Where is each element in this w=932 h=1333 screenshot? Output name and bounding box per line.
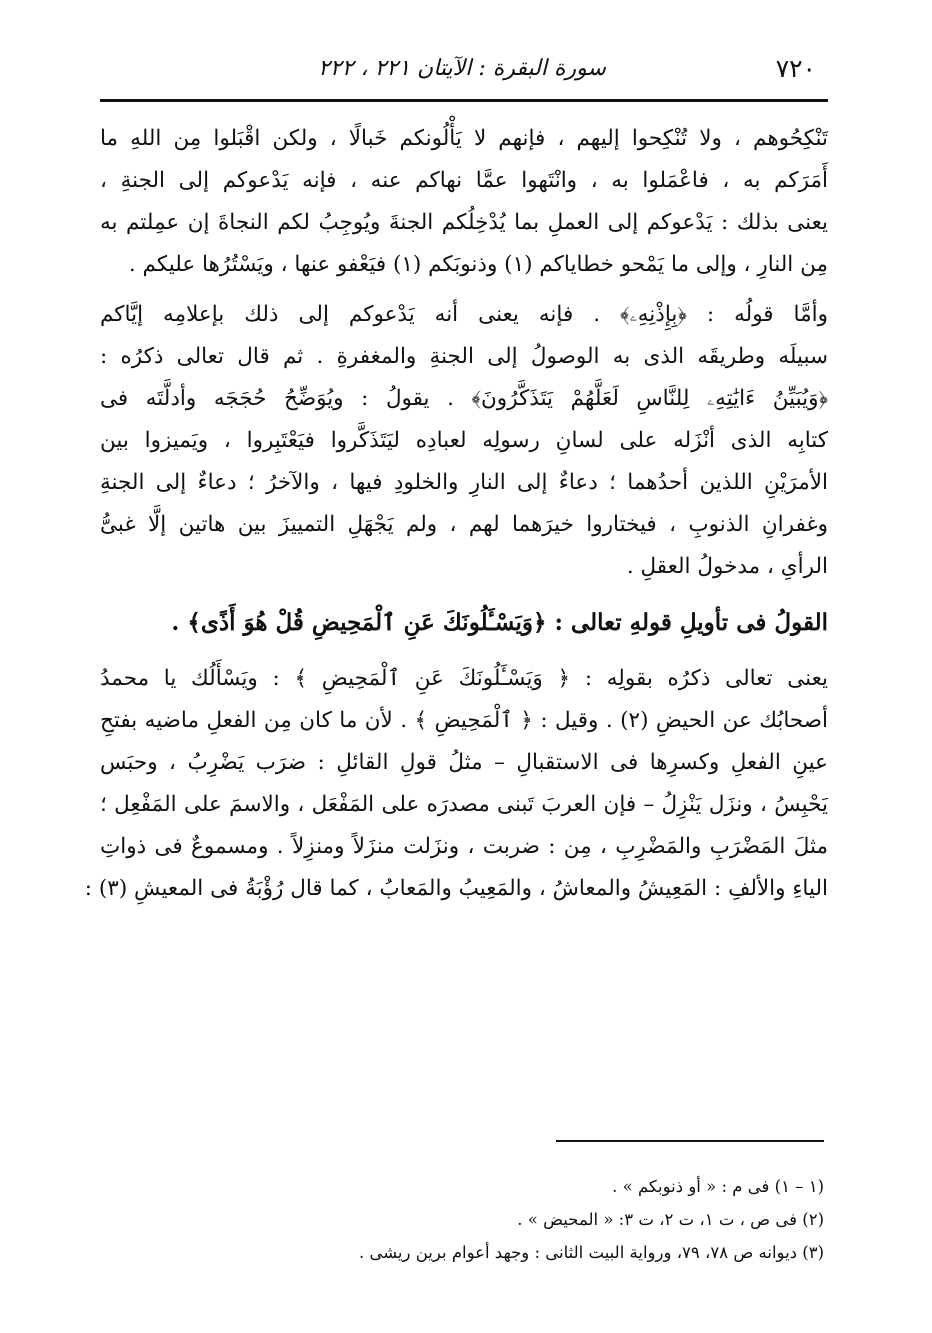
footnote: (١ – ١) فى م : « أو ذنوبكم » . (612, 1177, 824, 1196)
page-number: ٧٢٠ (775, 54, 816, 83)
text-line: يعنى بذلك : يَدْعوكم إلى العملِ بما يُدْخِلُكم الجنةَ ويُوجِبُ لكم النجاةَ إن عمِلتم به (100, 210, 828, 235)
paragraph (100, 294, 828, 588)
text-line: أَمَرَكم به ، فاعْمَلوا به ، وانْتَهوا عمَّا نهاكم عنه ، فإنه يَدْعوكم إلى الجنةِ ، (100, 168, 828, 193)
text-line: عينِ الفعلِ وكسرِها فى الاستقبالِ – مثلُ قولِ القائلِ : ضرَب يَضْرِبُ ، وحبَس (100, 750, 828, 775)
text-line: الياءِ والألفِ : المَعِيشُ والمعاشُ ، والمَعِيبُ والمَعابُ ، كما قال رُؤْبَةُ فى المعيشِ (٣) : (84, 876, 828, 901)
footnote: (٣) ديوانه ص ٧٨، ٧٩، ورواية البيت الثانى : وجهد أعوام برين ريشى . (358, 1243, 824, 1262)
text-line: الرأىِ ، مدخولُ العقلِ . (626, 554, 828, 579)
running-title: سورة البقرة : الآيتان ٢٢١ ، ٢٢٢ (318, 56, 606, 81)
text-line: تَنْكِحُوهم ، ولا تُنْكِحوا إليهم ، فإنهم لا يَأْلُونكم خَبالًا ، ولكن اقْبَلوا مِن اللهِ ما (100, 126, 828, 151)
text-line: وغفرانِ الذنوبِ ، فيختاروا خيرَهما لهم ، ولم يَجْهَلِ التمييزَ بين هاتين إلَّا غبىُّ (100, 512, 828, 537)
text-line: الأمرَيْنِ اللذين أحدُهما ؛ دعاءٌ إلى النارِ والخلودِ فيها ، والآخرُ ؛ دعاءٌ إلى الجنةِ (100, 470, 828, 495)
text-line: كتابِه الذى أنْزَله على لسانِ رسولِه لعبادِه ليَتَذَكَّروا فيَعْتَبِروا ، ويَميزوا بين (100, 428, 828, 453)
page-header (100, 52, 824, 92)
header-rule (100, 99, 828, 102)
text-line: يَحْبِسُ ، ونزَل يَنْزِلُ – فإن العربَ تَبنى مصدرَه على المَفْعَل ، والاسمَ على المَفْعِل ؛ (100, 792, 828, 817)
text-line: ﴿وَيُبَيِّنُ ءَايَٰتِهِۦ لِلنَّاسِ لَعَلَّهُمْ يَتَذَكَّرُونَ﴾ . يقولُ : ويُوَضِّحُ حُجَجَه وأدلَّتَه فى (100, 386, 828, 411)
paragraph (100, 118, 828, 286)
text-line: سبيلَه وطريقَه الذى به الوصولُ إلى الجنةِ والمغفرةِ . ثم قال تعالى ذكرُه : (100, 344, 828, 369)
footnotes (100, 1170, 824, 1269)
body-text (84, 118, 828, 910)
footnote: (٢) فى ص ، ت ١، ت ٢، ت ٣: « المحيض » . (517, 1210, 824, 1229)
section-heading: القولُ فى تأويلِ قولهِ تعالى : ﴿وَيَسْـَٔلُونَكَ عَنِ ٱلْمَحِيضِ قُلْ هُوَ أَذًى﴾ . (171, 609, 828, 636)
text-line: أصحابُك عن الحيضِ (٢) . وقيل : ﴿ ٱلْمَحِيضِ ﴾ . لأن ما كان مِن الفعلِ ماضيه بفتحِ (100, 708, 828, 733)
text-line: يعنى تعالى ذكرُه بقولِه : ﴿ وَيَسْـَٔلُونَكَ عَنِ ٱلْمَحِيضِ ﴾ : ويَسْأَلُك يا محمدُ (100, 666, 828, 691)
paragraph (84, 658, 828, 910)
text-line: مِن النارِ ، وإلى ما يَمْحو خطاياكم (١) وذنوبَكم (١) فيَعْفو عنها ، ويَسْتُرُها عليكم . (128, 252, 828, 277)
footnote-rule (556, 1140, 824, 1142)
text-line: وأمَّا قولُه : ﴿بِإِذْنِهِۦ﴾ . فإنه يعنى أنه يَدْعوكم إلى ذلك بإعلامِه إيَّاكم (100, 302, 828, 327)
text-line: مثلَ المَضْرَبِ والمَضْرِبِ ، مِن : ضربت ، ونزَلت منزَلاً ومنزِلاً . ومسموعٌ فى ذواتِ (100, 834, 828, 859)
